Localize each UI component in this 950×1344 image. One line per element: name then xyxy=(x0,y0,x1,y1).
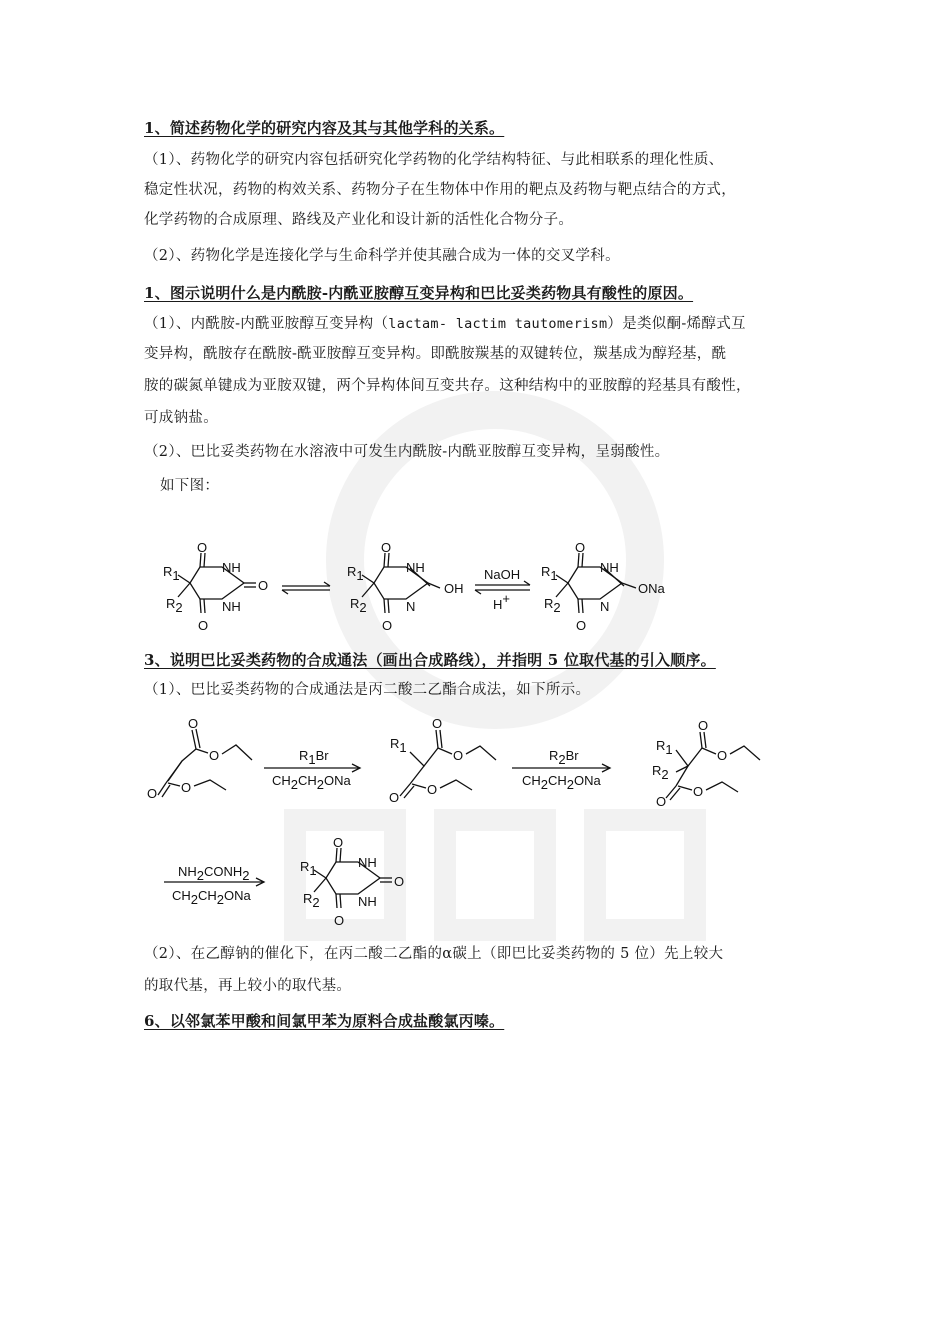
s1-o-right: O xyxy=(258,578,269,593)
reagent-naoet-2: CH2CH2ONa xyxy=(522,773,601,792)
reagent-naoet-3: CH2CH2ONa xyxy=(172,888,251,907)
q3-answer-2-line-2: 的取代基，再上较小的取代基。 xyxy=(144,978,352,994)
b-r2: R2 xyxy=(303,891,320,910)
b-o-bottom: O xyxy=(334,913,345,928)
q3-answer-1: （1）、巴比妥类药物的合成通法是丙二酸二乙酯合成法，如下所示。 xyxy=(144,682,591,698)
watermark-logo xyxy=(235,390,755,950)
q2-answer-1-line-2: 变异构，酰胺存在酰胺-酰亚胺醇互变异构。即酰胺羰基的双键转位，羰基成为醇羟基，酰 xyxy=(144,346,727,362)
b-o-right: O xyxy=(394,874,405,889)
q2-answer-1-line-4: 可成钠盐。 xyxy=(144,410,218,426)
s2-r2: R2 xyxy=(350,596,367,615)
m2-r1: R1 xyxy=(656,738,673,757)
s3-n-bottom: N xyxy=(600,599,610,614)
q2-figure-caption: 如下图： xyxy=(160,478,220,494)
m2-o-ester-2: O xyxy=(693,784,704,799)
m2-o-ester-1: O xyxy=(717,748,728,763)
s3-o-bottom: O xyxy=(576,618,587,633)
m0-o-ester-2: O xyxy=(181,780,192,795)
s1-r1: R1 xyxy=(163,564,180,583)
s2-r1: R1 xyxy=(347,564,364,583)
m1-r1: R1 xyxy=(390,736,407,755)
s3-o-top: O xyxy=(575,540,586,555)
b-r1: R1 xyxy=(300,859,317,878)
q2-answer-2: （2）、巴比妥类药物在水溶液中可发生内酰胺-内酰亚胺醇互变异构，呈弱酸性。 xyxy=(144,444,670,460)
m0-o-ester-1: O xyxy=(209,748,220,763)
question-1-title: 1、简述药物化学的研究内容及其与其他学科的关系。 xyxy=(144,119,505,137)
m0-o-bottom: O xyxy=(147,786,158,801)
question-6-title: 6、以邻氯苯甲酸和间氯甲苯为原料合成盐酸氯丙嗪。 xyxy=(144,1012,505,1030)
s1-nh-top: NH xyxy=(222,560,241,575)
b-o-top: O xyxy=(333,835,344,850)
reagent-naoet-1: CH2CH2ONa xyxy=(272,773,351,792)
s3-nh-top: NH xyxy=(600,560,619,575)
s2-o-bottom: O xyxy=(382,618,393,633)
m1-o-ester-2: O xyxy=(427,782,438,797)
question-3-title: 3、说明巴比妥类药物的合成通法（画出合成路线），并指明 5 位取代基的引入顺序。 xyxy=(144,651,716,669)
s2-nh-top: NH xyxy=(406,560,425,575)
q2-answer-1-line-1 xyxy=(144,310,746,339)
s1-o-bottom: O xyxy=(198,618,209,633)
q1-answer-1-line-2: 稳定性状况，药物的构效关系、药物分子在生物体中作用的靶点及药物与靶点结合的方式， xyxy=(144,182,736,198)
m2-o-bottom: O xyxy=(656,794,667,809)
q1-answer-2: （2）、药物化学是连接化学与生命科学并使其融合成为一体的交叉学科。 xyxy=(144,248,620,264)
reagent-naoh: NaOH xyxy=(484,567,521,582)
q3-answer-2-line-1: （2）、在乙醇钠的催化下，在丙二酸二乙酯的α碳上（即巴比妥类药物的 5 位）先上较大 xyxy=(144,946,724,962)
s2-oh: OH xyxy=(444,581,464,596)
b-nh-bottom: NH xyxy=(358,894,377,909)
s3-ona: ONa xyxy=(638,581,665,596)
q2-answer-1-line-3: 胺的碳氮单键成为亚胺双键，两个异构体间互变共存。这种结构中的亚胺醇的羟基具有酸性， xyxy=(144,378,751,394)
reagent-urea: NH2CONH2 xyxy=(178,864,250,883)
question-2-title: 1、图示说明什么是内酰胺-内酰亚胺醇互变异构和巴比妥类药物具有酸性的原因。 xyxy=(144,284,694,302)
q1-answer-1-line-3: 化学药物的合成原理、路线及产业化和设计新的活性化合物分子。 xyxy=(144,212,574,228)
s2-o-top: O xyxy=(381,540,392,555)
s1-nh-bottom: NH xyxy=(222,599,241,614)
s3-r1: R1 xyxy=(541,564,558,583)
b-nh-top: NH xyxy=(358,855,377,870)
s1-o-top: O xyxy=(197,540,208,555)
q1-answer-1-line-1: （1）、药物化学的研究内容包括研究化学药物的化学结构特征、与此相联系的理化性质、 xyxy=(144,152,724,168)
s1-r2: R2 xyxy=(166,596,183,615)
s3-r2: R2 xyxy=(544,596,561,615)
m2-o-top: O xyxy=(698,718,709,733)
m1-o-top: O xyxy=(432,716,443,731)
reagent-r2br: R2Br xyxy=(549,748,579,767)
m1-o-ester-1: O xyxy=(453,748,464,763)
reagent-r1br: R1Br xyxy=(299,748,329,767)
s2-n-bottom: N xyxy=(406,599,416,614)
q2-answer-1-text-b: ）是类似酮-烯醇式互 xyxy=(607,316,746,332)
m1-o-bottom: O xyxy=(389,790,400,805)
m0-o-top: O xyxy=(188,716,199,731)
m2-r2: R2 xyxy=(652,763,669,782)
reagent-h-plus: H+ xyxy=(493,591,510,612)
q2-answer-1-english-term: lactam- lactim tautomerism xyxy=(388,316,608,332)
q2-answer-1-text-a: （1）、内酰胺-内酰亚胺醇互变异构（ xyxy=(144,316,389,332)
